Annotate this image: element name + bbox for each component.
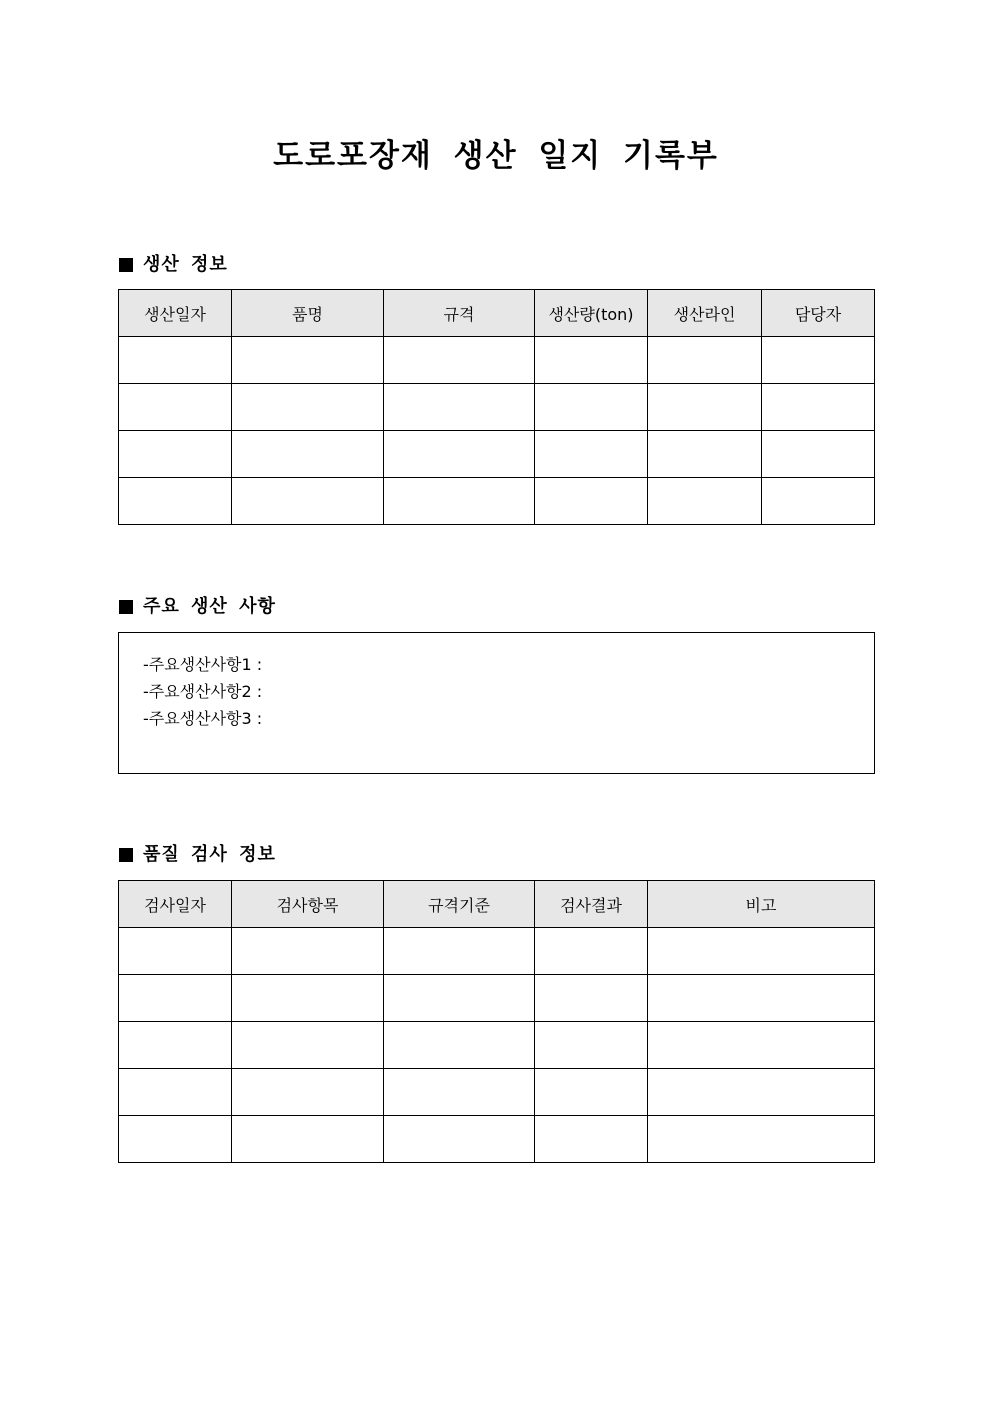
list-item: -주요생산사항1 : — [143, 655, 263, 674]
column-header-production-line: 생산라인 — [648, 290, 762, 337]
table-cell[interactable] — [648, 975, 875, 1022]
quality-inspection-table — [118, 880, 875, 1163]
column-header-inspection-result: 검사결과 — [535, 881, 648, 928]
key-production-notes-list — [119, 633, 874, 732]
table-cell[interactable] — [384, 384, 535, 431]
table-cell[interactable] — [232, 975, 384, 1022]
black-square-icon — [119, 600, 133, 614]
table-cell[interactable] — [232, 431, 384, 478]
table-cell[interactable] — [535, 431, 648, 478]
table-cell[interactable] — [648, 384, 762, 431]
table-cell[interactable] — [535, 1116, 648, 1163]
table-cell[interactable] — [384, 975, 535, 1022]
column-header-remarks: 비고 — [648, 881, 875, 928]
list-item: -주요생산사항3 : — [143, 709, 263, 728]
table-cell[interactable] — [384, 431, 535, 478]
table-cell[interactable] — [119, 1022, 232, 1069]
table-cell[interactable] — [384, 1022, 535, 1069]
production-info-heading — [119, 253, 228, 277]
table-cell[interactable] — [648, 431, 762, 478]
table-cell[interactable] — [384, 1116, 535, 1163]
table-cell[interactable] — [535, 1022, 648, 1069]
table-cell[interactable] — [119, 928, 232, 975]
table-cell[interactable] — [232, 384, 384, 431]
table-cell[interactable] — [119, 1069, 232, 1116]
table-cell[interactable] — [119, 431, 232, 478]
table-cell[interactable] — [232, 1022, 384, 1069]
key-production-notes-box[interactable] — [118, 632, 875, 774]
table-cell[interactable] — [762, 478, 875, 525]
table-cell[interactable] — [535, 384, 648, 431]
table-cell[interactable] — [762, 337, 875, 384]
table-cell[interactable] — [232, 337, 384, 384]
table-cell[interactable] — [384, 928, 535, 975]
table-cell[interactable] — [119, 478, 232, 525]
table-row — [119, 975, 875, 1022]
table-cell[interactable] — [232, 1069, 384, 1116]
table-cell[interactable] — [535, 928, 648, 975]
table-cell[interactable] — [119, 1116, 232, 1163]
black-square-icon — [119, 258, 133, 272]
column-header-spec-standard: 규격기준 — [384, 881, 535, 928]
table-row — [119, 431, 875, 478]
table-cell[interactable] — [232, 928, 384, 975]
quality-header-row — [119, 881, 875, 928]
table-cell[interactable] — [535, 1069, 648, 1116]
table-cell[interactable] — [535, 975, 648, 1022]
column-header-inspection-date: 검사일자 — [119, 881, 232, 928]
table-row — [119, 928, 875, 975]
table-row — [119, 384, 875, 431]
table-cell[interactable] — [648, 337, 762, 384]
column-header-inspection-item: 검사항목 — [232, 881, 384, 928]
key-production-heading-label: 주요 생산 사항 — [143, 596, 276, 617]
production-info-table — [118, 289, 875, 525]
column-header-person-in-charge: 담당자 — [762, 290, 875, 337]
table-cell[interactable] — [232, 478, 384, 525]
document-title: 도로포장재 생산 일지 기록부 — [273, 138, 719, 174]
table-row — [119, 1069, 875, 1116]
table-row — [119, 1116, 875, 1163]
column-header-specification: 규격 — [384, 290, 535, 337]
quality-inspection-heading — [119, 843, 276, 867]
table-cell[interactable] — [648, 1022, 875, 1069]
production-info-heading-label: 생산 정보 — [143, 254, 228, 275]
production-header-row — [119, 290, 875, 337]
table-cell[interactable] — [535, 337, 648, 384]
table-cell[interactable] — [648, 928, 875, 975]
table-cell[interactable] — [384, 478, 535, 525]
table-cell[interactable] — [119, 975, 232, 1022]
quality-inspection-heading-label: 품질 검사 정보 — [143, 844, 276, 865]
table-cell[interactable] — [384, 337, 535, 384]
list-item: -주요생산사항2 : — [143, 682, 263, 701]
column-header-production-date: 생산일자 — [119, 290, 232, 337]
key-production-heading — [119, 595, 276, 619]
table-cell[interactable] — [384, 1069, 535, 1116]
table-cell[interactable] — [762, 384, 875, 431]
table-cell[interactable] — [762, 431, 875, 478]
table-cell[interactable] — [648, 1116, 875, 1163]
table-cell[interactable] — [648, 478, 762, 525]
table-cell[interactable] — [648, 1069, 875, 1116]
table-row — [119, 478, 875, 525]
black-square-icon — [119, 848, 133, 862]
table-row — [119, 1022, 875, 1069]
table-cell[interactable] — [535, 478, 648, 525]
column-header-production-volume: 생산량(ton) — [535, 290, 648, 337]
table-cell[interactable] — [119, 384, 232, 431]
table-cell[interactable] — [232, 1116, 384, 1163]
column-header-product-name: 품명 — [232, 290, 384, 337]
table-row — [119, 337, 875, 384]
table-cell[interactable] — [119, 337, 232, 384]
